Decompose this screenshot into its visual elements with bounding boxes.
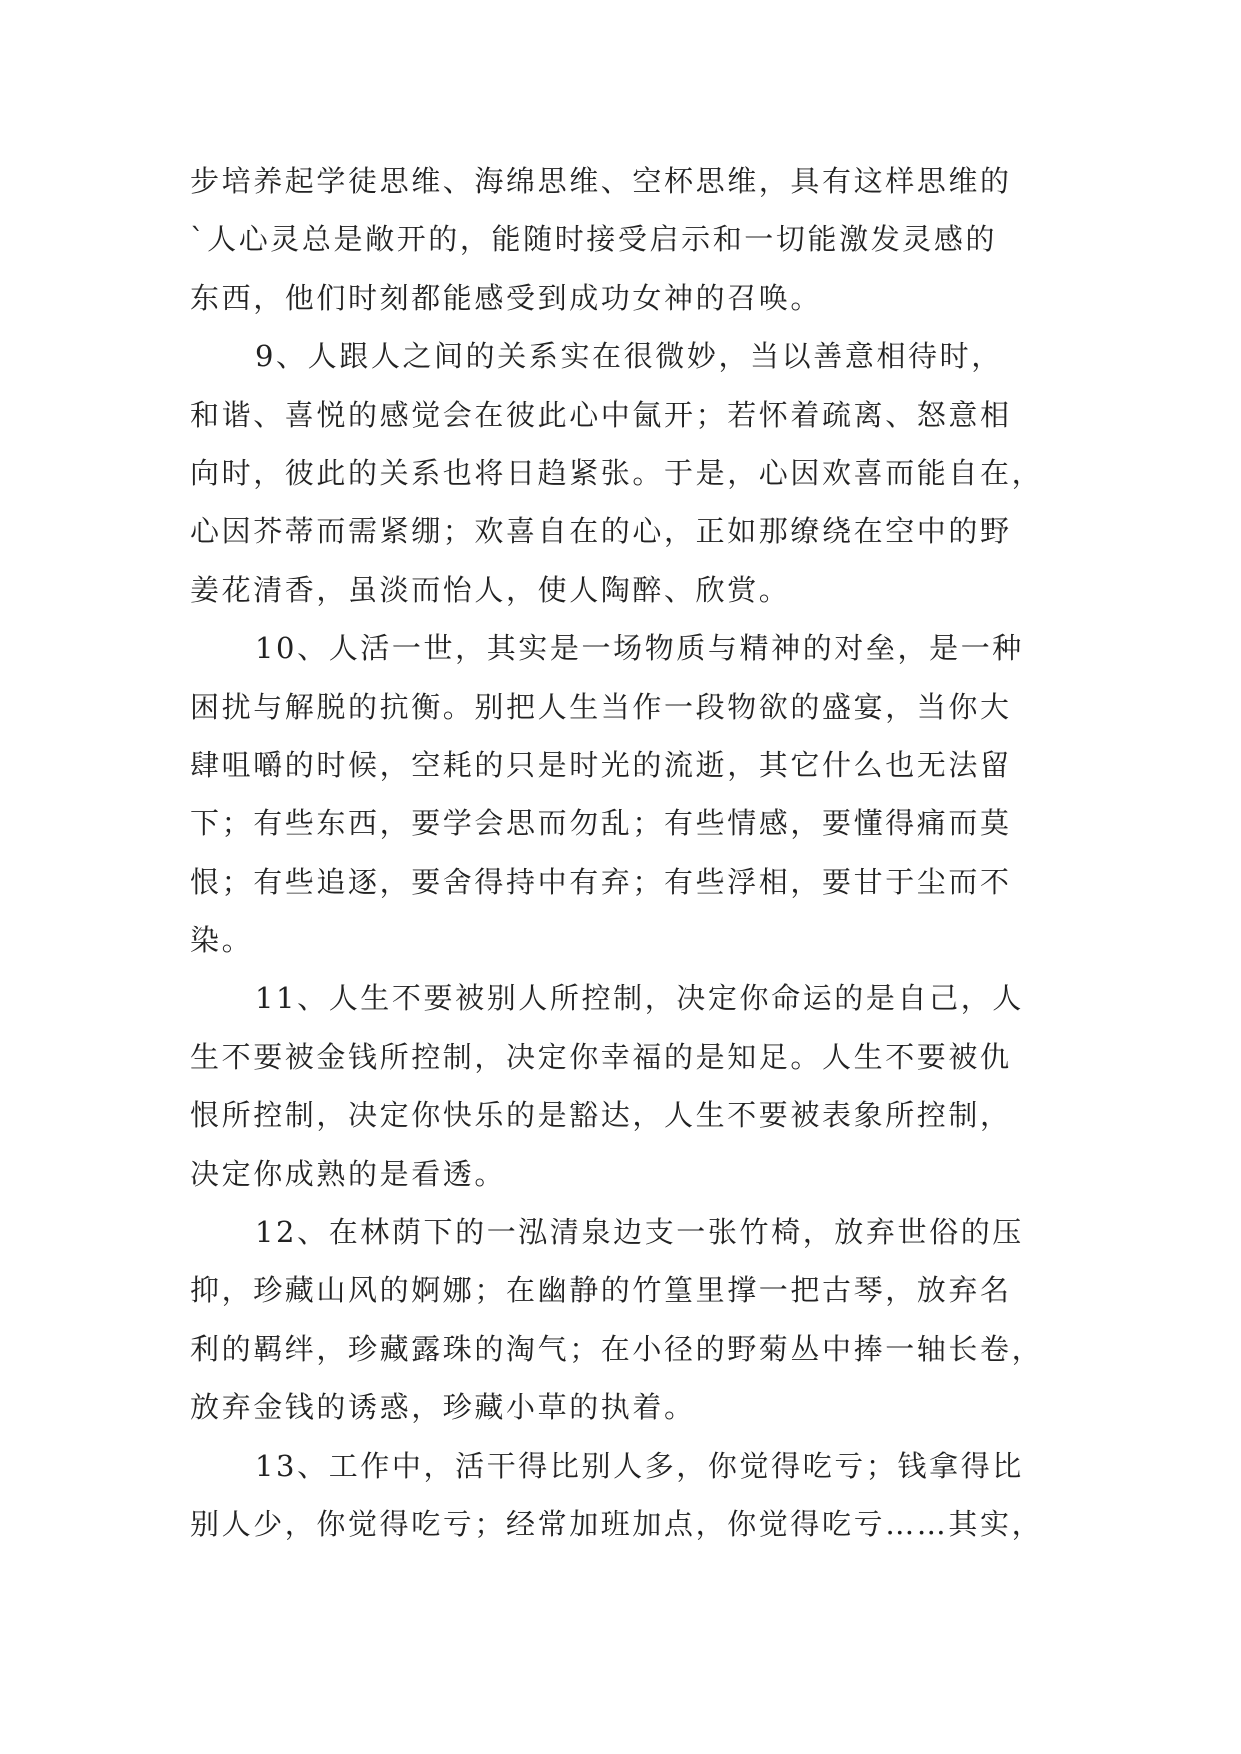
text-line: 下；有些东西，要学会思而勿乱；有些情感，要懂得痛而莫 xyxy=(190,806,1012,841)
text-line: 染。 xyxy=(190,923,254,958)
paragraph-11-first-line: 11、人生不要被别人所控制，决定你命运的是自己，人 xyxy=(255,981,1024,1016)
text-line: 姜花清香，虽淡而怡人，使人陶醉、欣赏。 xyxy=(190,572,791,607)
text-line: 别人少，你觉得吃亏；经常加班加点，你觉得吃亏……其实， xyxy=(190,1506,1044,1541)
text-line: 和谐、喜悦的感觉会在彼此心中氤开；若怀着疏离、怒意相 xyxy=(190,397,1012,432)
text-line: 步培养起学徒思维、海绵思维、空杯思维，具有这样思维的 xyxy=(190,164,1012,198)
paragraph-9-first-line: 9、人跟人之间的关系实在很微妙，当以善意相待时， xyxy=(255,339,1003,374)
text-line: 利的羁绊，珍藏露珠的淘气；在小径的野菊丛中捧一轴长卷， xyxy=(190,1331,1044,1366)
text-line: 心因芥蒂而需紧绷；欢喜自在的心，正如那缭绕在空中的野 xyxy=(190,514,1012,549)
paragraph-10-first-line: 10、人活一世，其实是一场物质与精神的对垒，是一种 xyxy=(255,631,1024,666)
text-line: 放弃金钱的诱惑，珍藏小草的执着。 xyxy=(190,1390,696,1425)
document-body xyxy=(190,152,1090,1553)
text-line: 东西，他们时刻都能感受到成功女神的召唤。 xyxy=(190,280,823,315)
text-line: 决定你成熟的是看透。 xyxy=(190,1156,507,1191)
paragraph-12-first-line: 12、在林荫下的一泓清泉边支一张竹椅，放弃世俗的压 xyxy=(255,1215,1024,1250)
text-line: 恨所控制，决定你快乐的是豁达，人生不要被表象所控制， xyxy=(190,1098,1012,1133)
text-line: 恨；有些追逐，要舍得持中有弃；有些浮相，要甘于尘而不 xyxy=(190,864,1012,899)
text-line: 生不要被金钱所控制，决定你幸福的是知足。人生不要被仇 xyxy=(190,1039,1012,1074)
text-line: 困扰与解脱的抗衡。别把人生当作一段物欲的盛宴，当你大 xyxy=(190,689,1012,724)
text-line: `人心灵总是敞开的，能随时接受启示和一切能激发灵感的 xyxy=(190,222,998,257)
paragraph-13-first-line: 13、工作中，活干得比别人多，你觉得吃亏；钱拿得比 xyxy=(255,1448,1024,1483)
text-line: 向时，彼此的关系也将日趋紧张。于是，心因欢喜而能自在， xyxy=(190,455,1044,490)
text-line: 肆咀嚼的时候，空耗的只是时光的流逝，其它什么也无法留 xyxy=(190,747,1012,782)
text-line: 抑，珍藏山风的婀娜；在幽静的竹篁里撑一把古琴，放弃名 xyxy=(190,1273,1012,1308)
